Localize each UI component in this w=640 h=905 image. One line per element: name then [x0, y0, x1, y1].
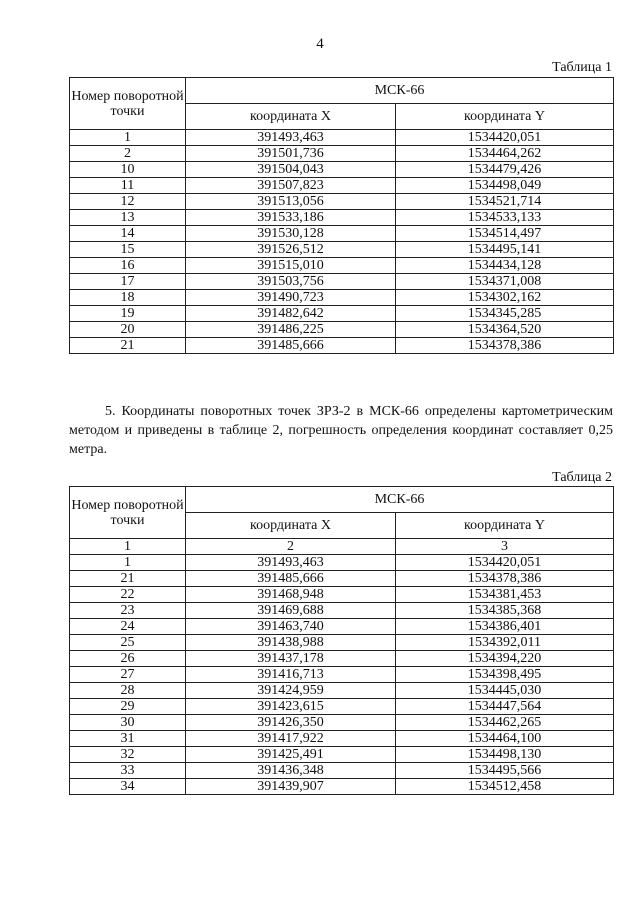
- header-coordinate-system: МСК-66: [186, 78, 614, 104]
- cell-coordinate-y: 1534420,051: [396, 130, 614, 146]
- cell-coordinate-y: 1534464,100: [396, 731, 614, 747]
- cell-coordinate-y: 1534394,220: [396, 651, 614, 667]
- cell-point-number: 26: [70, 651, 186, 667]
- cell-coordinate-y: 1534514,497: [396, 226, 614, 242]
- cell-point-number: 34: [70, 779, 186, 795]
- table-row: [70, 635, 614, 651]
- cell-coordinate-y: 1534462,265: [396, 715, 614, 731]
- cell-coordinate-y: 1534371,008: [396, 274, 614, 290]
- header-coordinate-x: координата X: [186, 513, 396, 539]
- column-index: 1: [70, 539, 186, 555]
- table-row: [70, 258, 614, 274]
- coordinates-table-1: [69, 77, 614, 354]
- cell-coordinate-y: 1534398,495: [396, 667, 614, 683]
- table-row: [70, 731, 614, 747]
- cell-coordinate-y: 1534445,030: [396, 683, 614, 699]
- cell-coordinate-y: 1534498,049: [396, 178, 614, 194]
- cell-point-number: 18: [70, 290, 186, 306]
- header-point-number: Номер поворотной точки: [70, 78, 186, 130]
- cell-coordinate-y: 1534381,453: [396, 587, 614, 603]
- cell-point-number: 32: [70, 747, 186, 763]
- header-coordinate-system: МСК-66: [186, 487, 614, 513]
- cell-point-number: 1: [70, 555, 186, 571]
- table-2-caption: Таблица 2: [552, 470, 612, 485]
- column-index: 3: [396, 539, 614, 555]
- table-row: [70, 763, 614, 779]
- cell-coordinate-y: 1534495,141: [396, 242, 614, 258]
- cell-point-number: 23: [70, 603, 186, 619]
- cell-point-number: 19: [70, 306, 186, 322]
- header-coordinate-y: координата Y: [396, 104, 614, 130]
- cell-point-number: 10: [70, 162, 186, 178]
- table-row: [70, 178, 614, 194]
- cell-coordinate-x: 391503,756: [186, 274, 396, 290]
- table-row: [70, 587, 614, 603]
- cell-point-number: 31: [70, 731, 186, 747]
- cell-point-number: 28: [70, 683, 186, 699]
- cell-coordinate-y: 1534378,386: [396, 338, 614, 354]
- cell-coordinate-x: 391533,186: [186, 210, 396, 226]
- cell-coordinate-x: 391485,666: [186, 571, 396, 587]
- cell-point-number: 14: [70, 226, 186, 242]
- column-index: 2: [186, 539, 396, 555]
- cell-point-number: 22: [70, 587, 186, 603]
- cell-coordinate-y: 1534420,051: [396, 555, 614, 571]
- cell-coordinate-x: 391436,348: [186, 763, 396, 779]
- table-row: [70, 242, 614, 258]
- table-row: [70, 571, 614, 587]
- cell-point-number: 25: [70, 635, 186, 651]
- cell-point-number: 2: [70, 146, 186, 162]
- page-number: 4: [316, 36, 324, 52]
- cell-point-number: 11: [70, 178, 186, 194]
- cell-coordinate-x: 391438,988: [186, 635, 396, 651]
- table-row: [70, 146, 614, 162]
- cell-coordinate-y: 1534345,285: [396, 306, 614, 322]
- table-row: [70, 715, 614, 731]
- cell-coordinate-x: 391426,350: [186, 715, 396, 731]
- table-1-caption: Таблица 1: [552, 60, 612, 75]
- cell-point-number: 20: [70, 322, 186, 338]
- table-row: [70, 210, 614, 226]
- coordinates-table-2: [69, 486, 614, 795]
- cell-coordinate-y: 1534464,262: [396, 146, 614, 162]
- cell-point-number: 1: [70, 130, 186, 146]
- cell-point-number: 33: [70, 763, 186, 779]
- table-row: [70, 619, 614, 635]
- cell-coordinate-x: 391513,056: [186, 194, 396, 210]
- cell-coordinate-x: 391493,463: [186, 130, 396, 146]
- cell-point-number: 17: [70, 274, 186, 290]
- cell-coordinate-y: 1534302,162: [396, 290, 614, 306]
- table-row: [70, 162, 614, 178]
- cell-coordinate-x: 391486,225: [186, 322, 396, 338]
- header-point-number: Номер поворотной точки: [70, 487, 186, 539]
- cell-coordinate-x: 391515,010: [186, 258, 396, 274]
- table-row: [70, 699, 614, 715]
- header-coordinate-x: координата X: [186, 104, 396, 130]
- cell-point-number: 24: [70, 619, 186, 635]
- cell-coordinate-y: 1534521,714: [396, 194, 614, 210]
- table-row: [70, 322, 614, 338]
- cell-coordinate-x: 391424,959: [186, 683, 396, 699]
- cell-coordinate-x: 391463,740: [186, 619, 396, 635]
- cell-coordinate-x: 391482,642: [186, 306, 396, 322]
- cell-coordinate-x: 391501,736: [186, 146, 396, 162]
- cell-coordinate-x: 391526,512: [186, 242, 396, 258]
- table-row: [70, 747, 614, 763]
- table-row: [70, 603, 614, 619]
- cell-coordinate-x: 391468,948: [186, 587, 396, 603]
- cell-coordinate-y: 1534533,133: [396, 210, 614, 226]
- table-row: [70, 779, 614, 795]
- table-row: [70, 226, 614, 242]
- cell-coordinate-y: 1534447,564: [396, 699, 614, 715]
- cell-point-number: 21: [70, 338, 186, 354]
- cell-point-number: 21: [70, 571, 186, 587]
- cell-coordinate-y: 1534392,011: [396, 635, 614, 651]
- cell-coordinate-x: 391507,823: [186, 178, 396, 194]
- table-row: [70, 274, 614, 290]
- cell-coordinate-x: 391417,922: [186, 731, 396, 747]
- cell-coordinate-x: 391485,666: [186, 338, 396, 354]
- cell-coordinate-x: 391416,713: [186, 667, 396, 683]
- cell-point-number: 29: [70, 699, 186, 715]
- table-row: [70, 290, 614, 306]
- cell-coordinate-y: 1534498,130: [396, 747, 614, 763]
- cell-coordinate-x: 391425,491: [186, 747, 396, 763]
- table-row: [70, 338, 614, 354]
- cell-coordinate-x: 391439,907: [186, 779, 396, 795]
- table-2-body: [70, 555, 614, 795]
- cell-coordinate-y: 1534386,401: [396, 619, 614, 635]
- header-coordinate-y: координата Y: [396, 513, 614, 539]
- table-row: [70, 194, 614, 210]
- cell-coordinate-y: 1534378,386: [396, 571, 614, 587]
- cell-coordinate-y: 1534512,458: [396, 779, 614, 795]
- cell-coordinate-x: 391530,128: [186, 226, 396, 242]
- cell-point-number: 12: [70, 194, 186, 210]
- cell-coordinate-y: 1534434,128: [396, 258, 614, 274]
- cell-coordinate-x: 391493,463: [186, 555, 396, 571]
- cell-coordinate-x: 391423,615: [186, 699, 396, 715]
- table-row: [70, 306, 614, 322]
- table-row: [70, 651, 614, 667]
- table-row: [70, 130, 614, 146]
- cell-coordinate-y: 1534479,426: [396, 162, 614, 178]
- cell-coordinate-x: 391469,688: [186, 603, 396, 619]
- cell-point-number: 16: [70, 258, 186, 274]
- paragraph-5: 5. Координаты поворотных точек ЗРЗ-2 в МСК-66 определены картометрическим методом и приведены в таблице 2, погрешность определения координат составляет 0,25 метра.: [69, 404, 613, 457]
- table-row: [70, 667, 614, 683]
- cell-coordinate-y: 1534385,368: [396, 603, 614, 619]
- table-row: [70, 683, 614, 699]
- cell-coordinate-x: 391490,723: [186, 290, 396, 306]
- cell-coordinate-y: 1534495,566: [396, 763, 614, 779]
- cell-point-number: 27: [70, 667, 186, 683]
- cell-point-number: 30: [70, 715, 186, 731]
- cell-point-number: 15: [70, 242, 186, 258]
- table-1-body: [70, 130, 614, 354]
- cell-coordinate-x: 391504,043: [186, 162, 396, 178]
- cell-point-number: 13: [70, 210, 186, 226]
- cell-coordinate-y: 1534364,520: [396, 322, 614, 338]
- cell-coordinate-x: 391437,178: [186, 651, 396, 667]
- table-row: [70, 555, 614, 571]
